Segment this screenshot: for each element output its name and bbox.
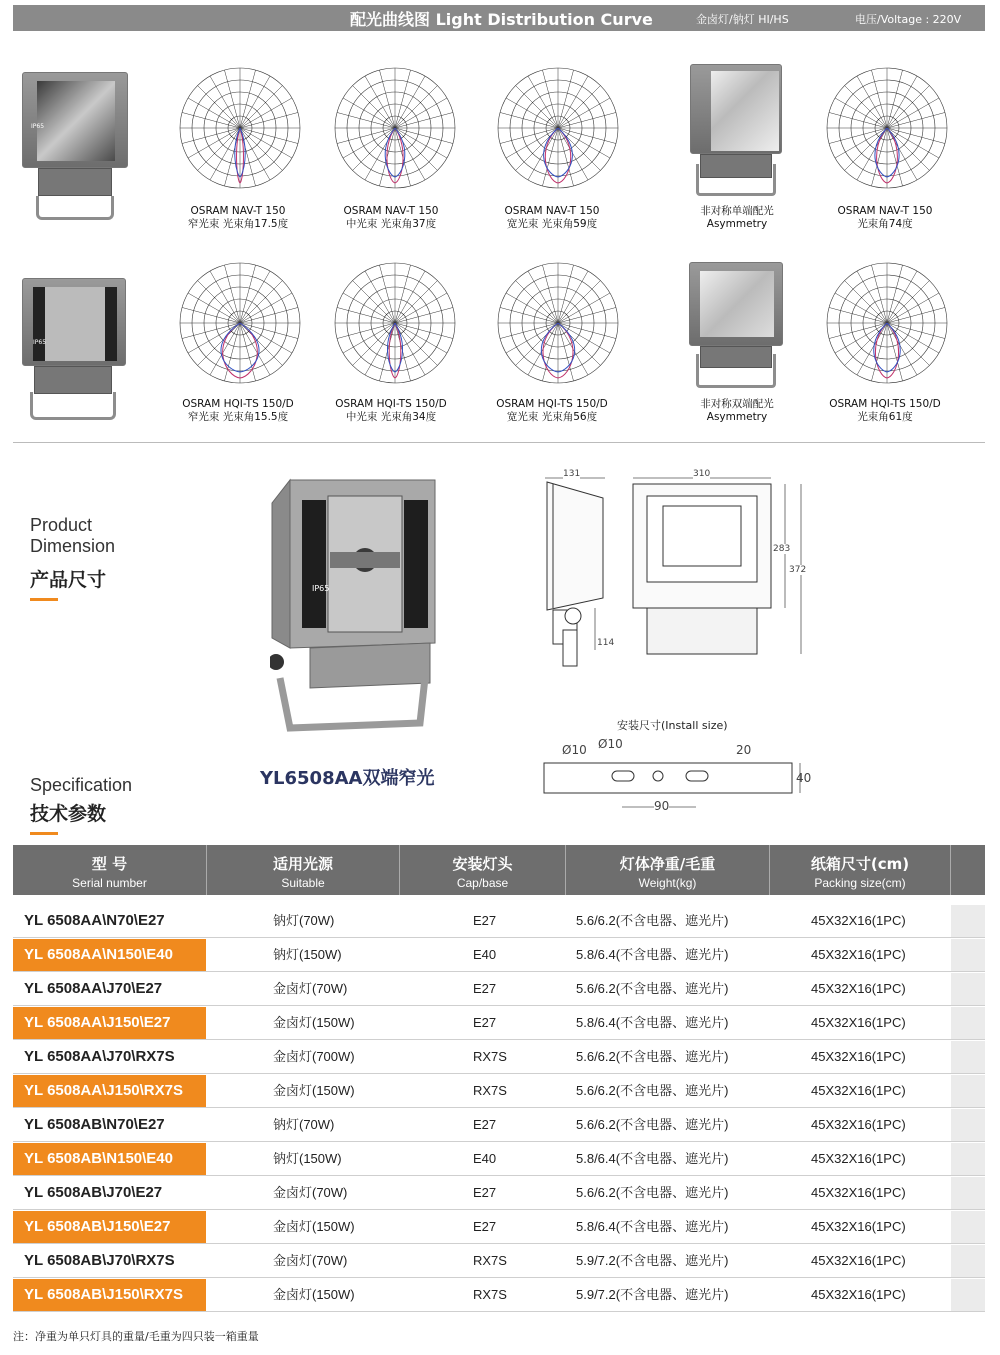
front-inner-height-label: 283 <box>773 544 791 554</box>
cell-source: 金卤灯(70W) <box>273 1253 348 1268</box>
table-row <box>13 1177 985 1210</box>
install-size-drawing <box>538 735 818 820</box>
serial-number: YL 6508AB\N150\E40 <box>13 1143 206 1175</box>
cell-cap: RX7S <box>473 1287 507 1302</box>
cell-packing: 45X32X16(1PC) <box>811 913 906 928</box>
cell-source: 钠灯(70W) <box>273 913 335 928</box>
footnote: 注：净重为单只灯具的重量/毛重为四只装一箱重量 <box>13 1330 259 1343</box>
curve-caption: OSRAM HQI-TS 150/D 宽光束 光束角56度 <box>496 398 608 423</box>
col-serial: 型 号 Serial number <box>72 855 147 890</box>
cell-weight: 5.6/6.2(不含电器、遮光片) <box>576 1117 729 1132</box>
cell-source: 金卤灯(70W) <box>273 1185 348 1200</box>
serial-number: YL 6508AB\N70\E27 <box>24 1116 165 1133</box>
polar-diagram <box>822 258 952 388</box>
cell-source: 钠灯(70W) <box>273 1117 335 1132</box>
curve-caption: OSRAM NAV-T 150 中光束 光束角37度 <box>343 205 439 230</box>
serial-number: YL 6508AB\J150\RX7S <box>13 1279 206 1311</box>
polar-diagram <box>493 258 623 388</box>
cell-cap: E40 <box>473 1151 497 1166</box>
cell-source: 金卤灯(70W) <box>273 981 348 996</box>
cell-packing: 45X32X16(1PC) <box>811 1185 906 1200</box>
cell-packing: 45X32X16(1PC) <box>811 1049 906 1064</box>
cell-weight: 5.6/6.2(不含电器、遮光片) <box>576 1083 729 1098</box>
cell-source: 金卤灯(150W) <box>273 1287 355 1302</box>
cell-cap: E27 <box>473 1219 497 1234</box>
cell-weight: 5.9/7.2(不含电器、遮光片) <box>576 1287 729 1302</box>
col-cap: 安装灯头 Cap/base <box>452 855 513 890</box>
curve-caption: OSRAM NAV-T 150 窄光束 光束角17.5度 <box>187 205 289 230</box>
front-view-drawing <box>625 470 820 670</box>
specification-heading: Specification 技术参数 <box>30 775 132 835</box>
serial-number: YL 6508AA\J150\RX7S <box>13 1075 206 1107</box>
product-image <box>270 478 445 738</box>
cell-weight: 5.6/6.2(不含电器、遮光片) <box>576 913 729 928</box>
product-dimension-heading: Product Dimension 产品尺寸 <box>30 515 115 601</box>
cell-cap: RX7S <box>473 1253 507 1268</box>
cell-weight: 5.6/6.2(不含电器、遮光片) <box>576 981 729 996</box>
serial-number: YL 6508AA\J70\E27 <box>24 980 163 997</box>
spacing-label: 90 <box>654 799 670 813</box>
table-row <box>13 1041 985 1074</box>
side-view-drawing <box>535 470 615 670</box>
polar-diagram <box>175 63 305 193</box>
cell-packing: 45X32X16(1PC) <box>811 981 906 996</box>
curve-caption: OSRAM HQI-TS 150/D 中光束 光束角34度 <box>335 398 447 423</box>
cell-cap: RX7S <box>473 1049 507 1064</box>
cell-weight: 5.9/7.2(不含电器、遮光片) <box>576 1253 729 1268</box>
table-row <box>13 973 985 1006</box>
height-label: 40 <box>796 771 812 785</box>
cell-weight: 5.8/6.4(不含电器、遮光片) <box>576 1151 729 1166</box>
cell-packing: 45X32X16(1PC) <box>811 1083 906 1098</box>
lamp-type-label: 金卤灯/钠灯 HI/HS <box>696 13 789 26</box>
cell-cap: E27 <box>473 913 497 928</box>
cell-cap: E40 <box>473 947 497 962</box>
polar-diagram <box>822 63 952 193</box>
ip-label: IP65 <box>312 584 330 593</box>
cell-source: 金卤灯(700W) <box>273 1049 355 1064</box>
side-width-label: 131 <box>563 469 581 479</box>
cell-packing: 45X32X16(1PC) <box>811 1219 906 1234</box>
cell-cap: E27 <box>473 1185 497 1200</box>
table-row <box>13 905 985 938</box>
lamp-bracket-4 <box>692 154 780 198</box>
lamp-image-4 <box>690 64 782 154</box>
polar-diagram <box>330 258 460 388</box>
cell-source: 钠灯(150W) <box>273 947 342 962</box>
header-bar <box>13 5 985 31</box>
hole-b-label: Ø10 <box>598 737 623 751</box>
polar-diagram <box>175 258 305 388</box>
cell-source: 金卤灯(150W) <box>273 1015 355 1030</box>
col-weight: 灯体净重/毛重 Weight(kg) <box>619 855 716 890</box>
cell-source: 金卤灯(150W) <box>273 1219 355 1234</box>
serial-number: YL 6508AA\J150\E27 <box>13 1007 206 1039</box>
polar-diagram <box>493 63 623 193</box>
curve-caption: OSRAM HQI-TS 150/D 窄光束 光束角15.5度 <box>182 398 294 423</box>
cell-cap: E27 <box>473 1015 497 1030</box>
cell-cap: E27 <box>473 1117 497 1132</box>
cell-packing: 45X32X16(1PC) <box>811 947 906 962</box>
front-width-label: 310 <box>693 469 711 479</box>
serial-number: YL 6508AA\N150\E40 <box>13 939 206 971</box>
cell-packing: 45X32X16(1PC) <box>811 1253 906 1268</box>
spec-table-header <box>13 845 985 895</box>
lamp-bracket-2 <box>24 366 122 422</box>
hole-a-label: Ø10 <box>562 743 587 757</box>
table-row <box>13 1109 985 1142</box>
serial-number: YL 6508AA\N70\E27 <box>24 912 165 929</box>
cell-weight: 5.6/6.2(不含电器、遮光片) <box>576 1049 729 1064</box>
table-row <box>13 1143 985 1176</box>
polar-diagram <box>330 63 460 193</box>
col-packing: 纸箱尺寸(cm) Packing size(cm) <box>810 855 910 890</box>
cell-source: 金卤灯(150W) <box>273 1083 355 1098</box>
curve-caption: OSRAM NAV-T 150 宽光束 光束角59度 <box>504 205 600 230</box>
lamp-image-2 <box>22 278 126 366</box>
col-suitable: 适用光源 Suitable <box>272 855 333 890</box>
voltage-label: 电压/Voltage : 220V <box>855 13 962 26</box>
lamp-bracket-1 <box>28 168 122 222</box>
lamp-image-1 <box>22 72 128 168</box>
cell-packing: 45X32X16(1PC) <box>811 1287 906 1302</box>
page-title: 配光曲线图 Light Distribution Curve <box>350 10 653 29</box>
cell-weight: 5.8/6.4(不含电器、遮光片) <box>576 947 729 962</box>
cell-weight: 5.8/6.4(不含电器、遮光片) <box>576 1219 729 1234</box>
lamp-image-5 <box>689 262 783 346</box>
table-row <box>13 1211 985 1244</box>
cell-cap: RX7S <box>473 1083 507 1098</box>
cell-weight: 5.8/6.4(不含电器、遮光片) <box>576 1015 729 1030</box>
cell-packing: 45X32X16(1PC) <box>811 1151 906 1166</box>
serial-number: YL 6508AB\J70\RX7S <box>24 1252 175 1269</box>
cell-packing: 45X32X16(1PC) <box>811 1015 906 1030</box>
install-size-title: 安装尺寸(Install size) <box>617 719 728 732</box>
front-total-height-label: 372 <box>789 565 807 575</box>
ip-label: IP65 <box>31 123 45 130</box>
table-row <box>13 939 985 972</box>
divider <box>13 442 985 443</box>
cell-weight: 5.6/6.2(不含电器、遮光片) <box>576 1185 729 1200</box>
curve-caption: 非对称单端配光 Asymmetry <box>700 205 774 230</box>
cell-source: 钠灯(150W) <box>273 1151 342 1166</box>
serial-number: YL 6508AB\J70\E27 <box>24 1184 163 1201</box>
table-row <box>13 1007 985 1040</box>
lamp-bracket-5 <box>692 346 780 390</box>
serial-number: YL 6508AB\J150\E27 <box>13 1211 206 1243</box>
curve-caption: 非对称双端配光 Asymmetry <box>700 398 774 423</box>
model-name: YL6508AA双端窄光 <box>260 768 435 789</box>
curve-caption: OSRAM HQI-TS 150/D 光束角61度 <box>829 398 941 423</box>
cell-cap: E27 <box>473 981 497 996</box>
table-row <box>13 1075 985 1108</box>
serial-number: YL 6508AA\J70\RX7S <box>24 1048 175 1065</box>
slot-label: 20 <box>736 743 752 757</box>
curve-caption: OSRAM NAV-T 150 光束角74度 <box>837 205 933 230</box>
table-row <box>13 1245 985 1278</box>
side-bottom-label: 114 <box>597 638 615 648</box>
cell-packing: 45X32X16(1PC) <box>811 1117 906 1132</box>
table-row <box>13 1279 985 1312</box>
ip-label: IP65 <box>33 339 47 346</box>
